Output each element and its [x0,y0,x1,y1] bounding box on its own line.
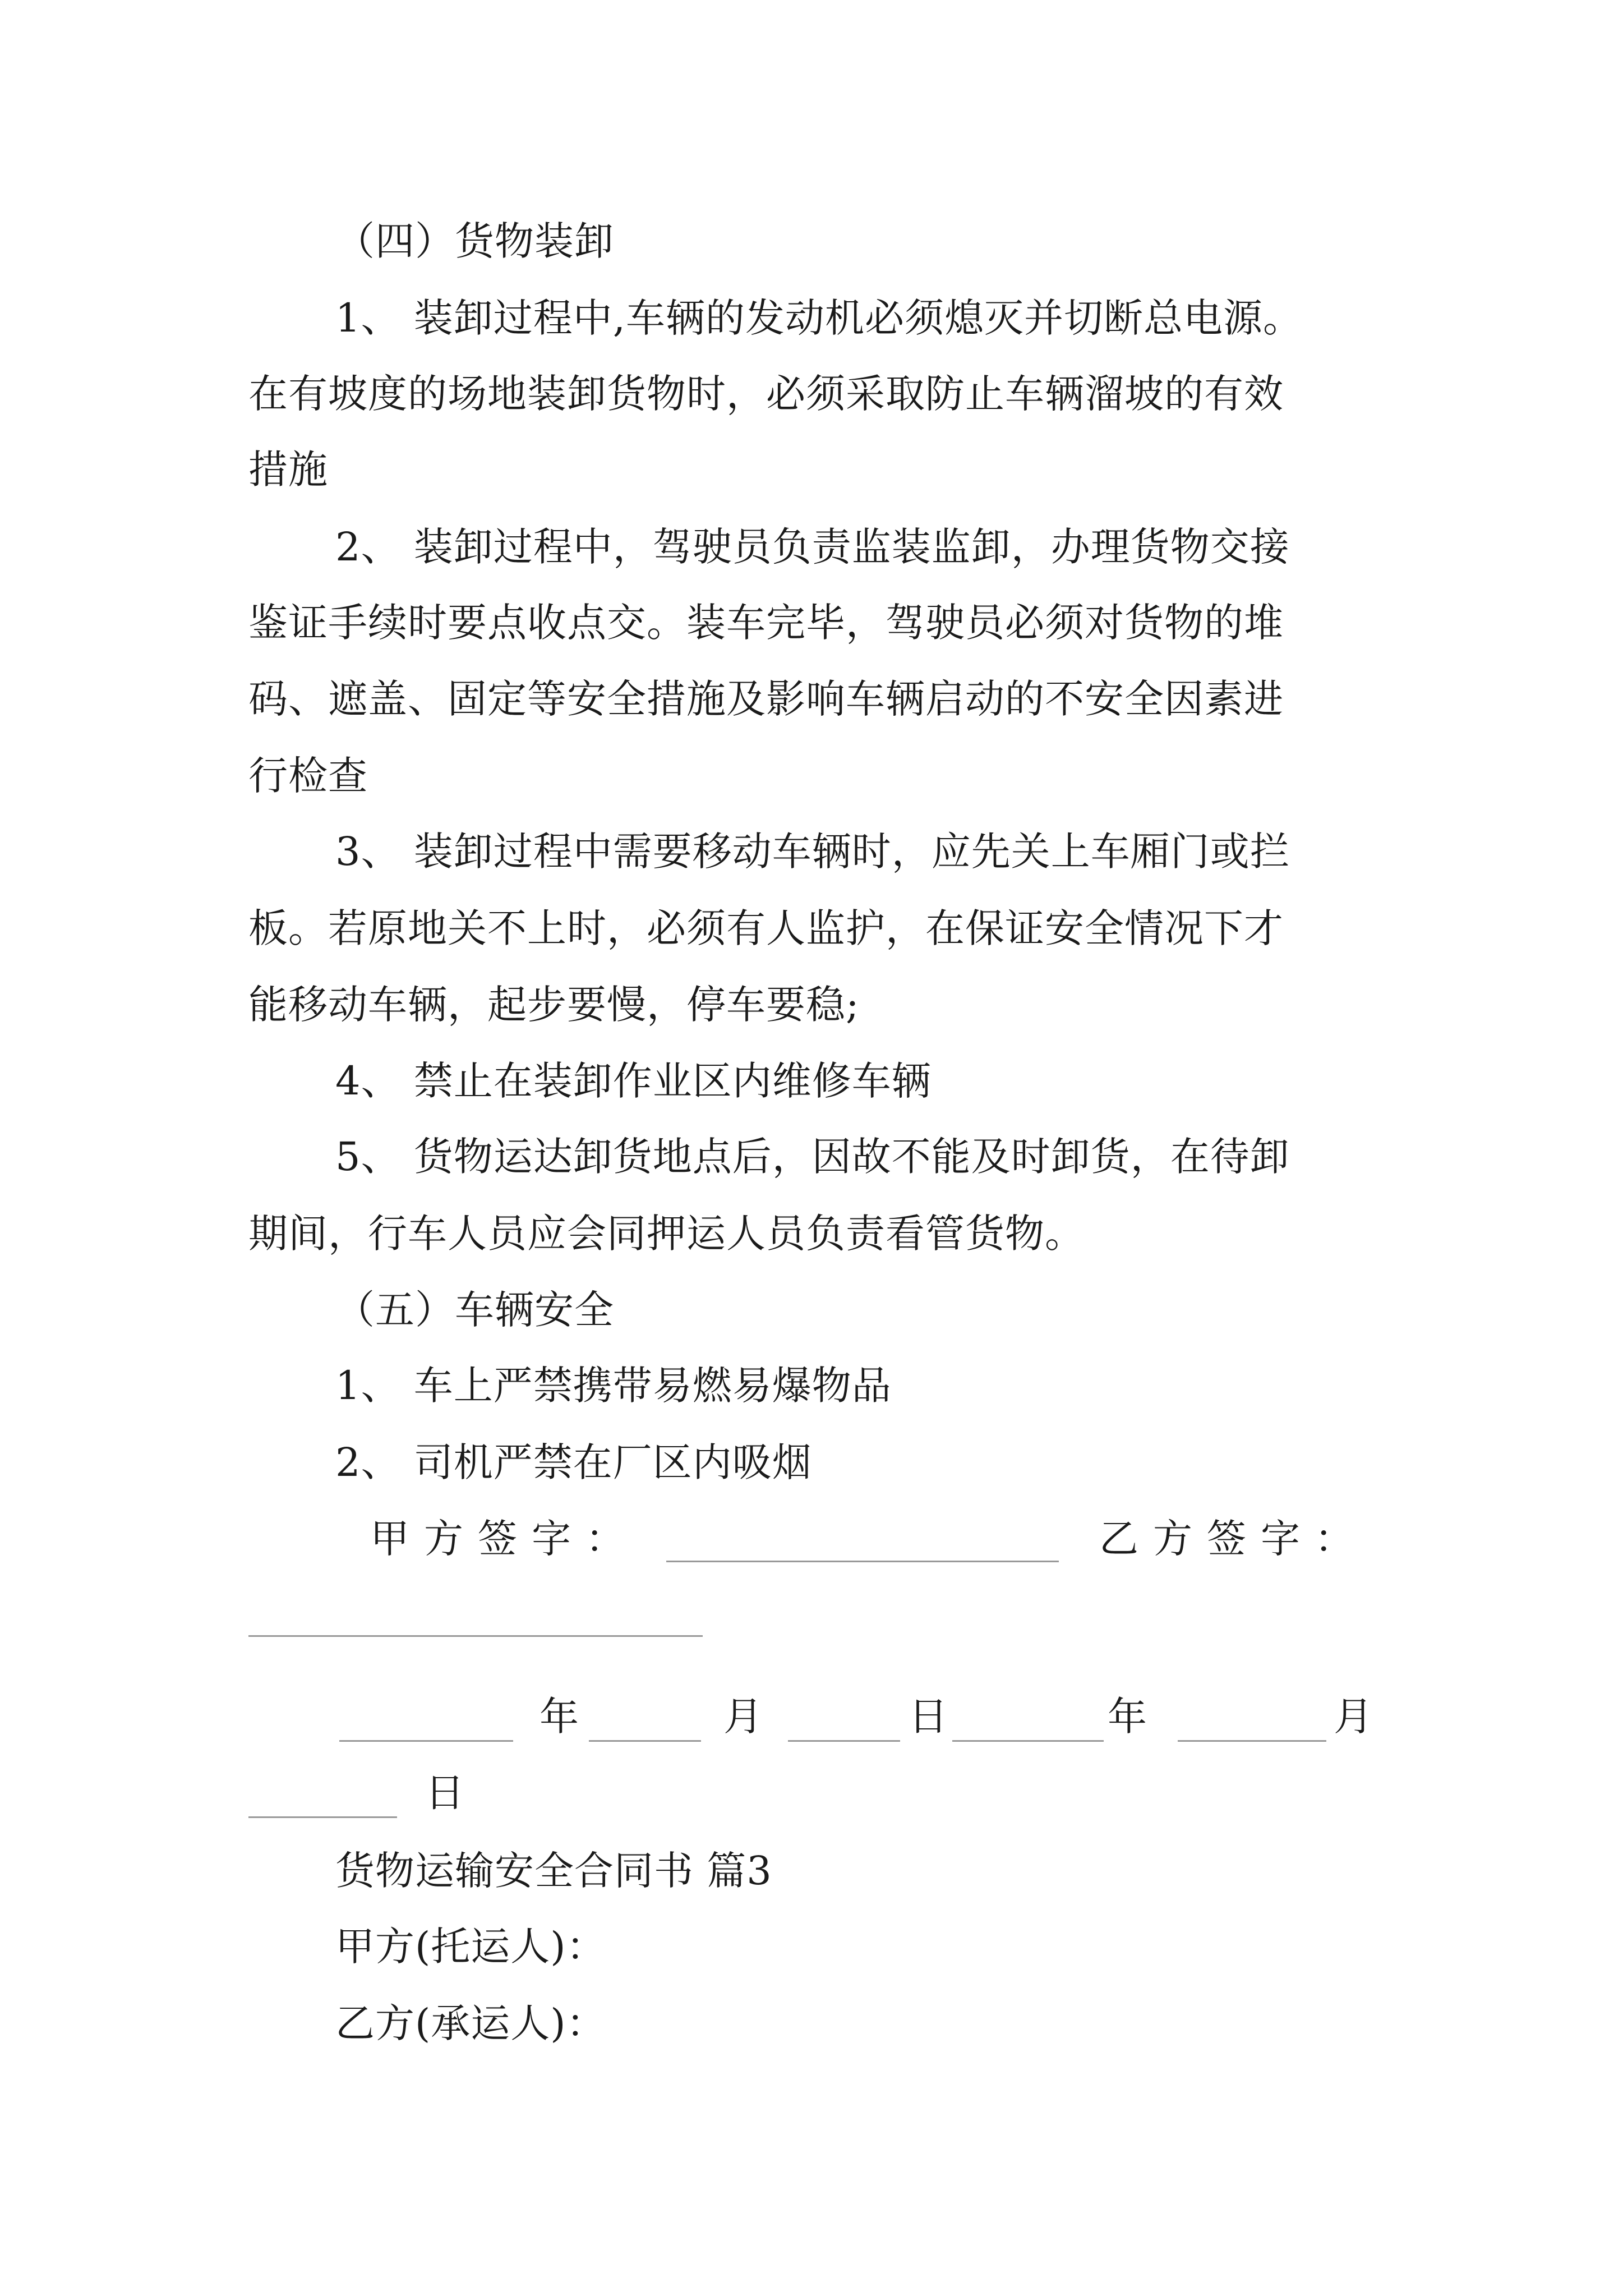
party-b-day-label: 日 [425,1770,465,1816]
party-b-year-blank [952,1740,1104,1742]
section4-item2-line4: 行检查 [248,753,368,799]
section4-item1-line3: 措施 [248,447,328,493]
party-a-year-label: 年 [540,1694,579,1740]
section4-item3-line2: 板。若原地关不上时，必须有人监护，在保证安全情况下才 [248,905,1284,951]
party-b-year-label: 年 [1108,1694,1147,1740]
next-contract-title: 货物运输安全合同书 篇3 [335,1848,772,1894]
section5-heading: （五）车辆安全 [335,1287,614,1333]
section4-item2-line2: 鉴证手续时要点收点交。装车完毕，驾驶员必须对货物的堆 [248,600,1284,646]
party-a-day-blank [788,1740,900,1742]
party-a-month-label: 月 [723,1694,763,1740]
next-contract-party-b: 乙方(承运人)： [335,2000,606,2046]
section4-item5-line2: 期间，行车人员应会同押运人员负责看管货物。 [248,1211,1085,1257]
section4-item5-line1: 5、 货物运达卸货地点后，因故不能及时卸货，在待卸 [335,1134,1290,1180]
section4-item3-line3: 能移动车辆，起步要慢，停车要稳; [248,982,860,1028]
section4-heading: （四）货物装卸 [335,218,614,264]
party-b-day-blank [248,1816,397,1818]
section4-item1-line1: 1、 装卸过程中,车辆的发动机必须熄灭并切断总电源。 [335,295,1303,341]
party-a-signature-blank [666,1561,1059,1562]
section5-item2: 2、 司机严禁在厂区内吸烟 [335,1439,812,1485]
party-b-month-label: 月 [1334,1694,1373,1740]
party-b-signature-label: 乙方签字： [1099,1516,1368,1562]
section4-item4-line1: 4、 禁止在装卸作业区内维修车辆 [335,1058,932,1104]
section5-item1: 1、 车上严禁携带易燃易爆物品 [335,1363,892,1409]
section4-item1-line2: 在有坡度的场地装卸货物时，必须采取防止车辆溜坡的有效 [248,371,1284,417]
section4-item2-line3: 码、遮盖、固定等安全措施及影响车辆启动的不安全因素进 [248,676,1284,722]
party-a-signature-label: 甲方签字： [370,1516,639,1562]
section4-item2-line1: 2、 装卸过程中，驾驶员负责监装监卸，办理货物交接 [335,524,1290,570]
party-a-month-blank [589,1740,701,1742]
party-a-day-label: 日 [909,1694,948,1740]
section4-item3-line1: 3、 装卸过程中需要移动车辆时，应先关上车厢门或拦 [335,829,1290,875]
party-a-year-blank [339,1740,513,1742]
next-contract-party-a: 甲方(托运人)： [335,1924,606,1970]
party-b-signature-blank [248,1635,703,1637]
party-b-month-blank [1178,1740,1326,1742]
